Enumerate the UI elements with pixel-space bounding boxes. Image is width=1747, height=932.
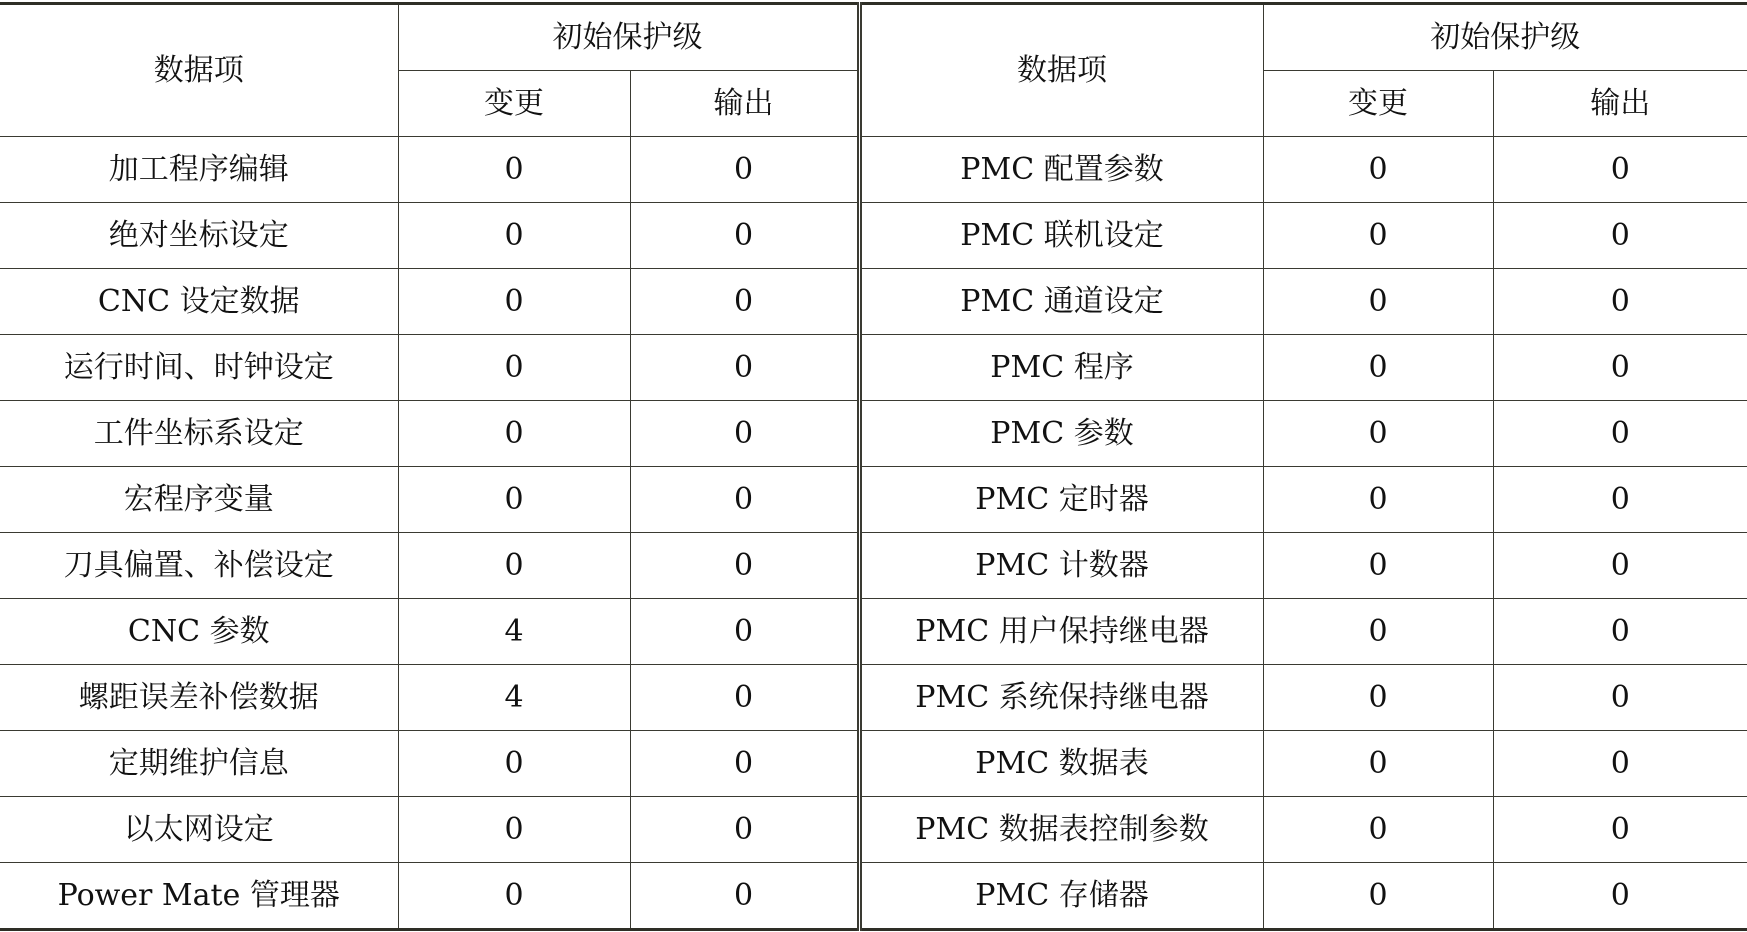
left-data-item-cell: 螺距误差补偿数据 <box>0 665 398 731</box>
right-data-item-cell: PMC 系统保持继电器 <box>859 665 1263 731</box>
left-initial-protection-header: 初始保护级 <box>398 4 859 71</box>
right-output-header: 输出 <box>1493 71 1747 137</box>
table-row <box>0 731 1747 797</box>
right-data-item-cell: PMC 存储器 <box>859 863 1263 930</box>
left-output-cell: 0 <box>630 665 859 731</box>
left-output-cell: 0 <box>630 335 859 401</box>
protection-level-table <box>0 2 1747 931</box>
left-change-cell: 0 <box>398 137 630 203</box>
left-change-cell: 4 <box>398 665 630 731</box>
left-output-cell: 0 <box>630 203 859 269</box>
table-row <box>0 203 1747 269</box>
left-change-cell: 0 <box>398 533 630 599</box>
left-change-cell: 0 <box>398 269 630 335</box>
left-change-cell: 0 <box>398 863 630 930</box>
right-change-cell: 0 <box>1263 533 1493 599</box>
right-change-cell: 0 <box>1263 863 1493 930</box>
left-data-item-cell: 定期维护信息 <box>0 731 398 797</box>
left-data-item-cell: 宏程序变量 <box>0 467 398 533</box>
right-output-cell: 0 <box>1493 269 1747 335</box>
left-change-cell: 0 <box>398 467 630 533</box>
left-data-item-cell: 工件坐标系设定 <box>0 401 398 467</box>
table-row <box>0 401 1747 467</box>
left-output-cell: 0 <box>630 467 859 533</box>
left-output-cell: 0 <box>630 863 859 930</box>
right-data-item-cell: PMC 数据表 <box>859 731 1263 797</box>
right-output-cell: 0 <box>1493 599 1747 665</box>
right-output-cell: 0 <box>1493 203 1747 269</box>
right-output-cell: 0 <box>1493 863 1747 930</box>
left-change-cell: 0 <box>398 731 630 797</box>
left-data-item-cell: CNC 设定数据 <box>0 269 398 335</box>
right-output-cell: 0 <box>1493 533 1747 599</box>
right-data-item-cell: PMC 联机设定 <box>859 203 1263 269</box>
left-data-item-cell: 刀具偏置、补偿设定 <box>0 533 398 599</box>
table-row <box>0 863 1747 930</box>
right-data-item-cell: PMC 定时器 <box>859 467 1263 533</box>
header-row-1 <box>0 4 1747 71</box>
right-output-cell: 0 <box>1493 335 1747 401</box>
left-change-cell: 0 <box>398 203 630 269</box>
right-change-header: 变更 <box>1263 71 1493 137</box>
right-data-item-cell: PMC 通道设定 <box>859 269 1263 335</box>
table-row <box>0 467 1747 533</box>
left-data-item-cell: 以太网设定 <box>0 797 398 863</box>
table-row <box>0 533 1747 599</box>
right-output-cell: 0 <box>1493 137 1747 203</box>
left-change-header: 变更 <box>398 71 630 137</box>
table-row <box>0 137 1747 203</box>
table-row <box>0 797 1747 863</box>
right-output-cell: 0 <box>1493 467 1747 533</box>
right-change-cell: 0 <box>1263 797 1493 863</box>
right-data-item-cell: PMC 计数器 <box>859 533 1263 599</box>
left-data-item-cell: 加工程序编辑 <box>0 137 398 203</box>
left-change-cell: 0 <box>398 401 630 467</box>
right-data-item-cell: PMC 数据表控制参数 <box>859 797 1263 863</box>
right-output-cell: 0 <box>1493 731 1747 797</box>
table-row <box>0 335 1747 401</box>
left-output-header: 输出 <box>630 71 859 137</box>
left-data-item-cell: 绝对坐标设定 <box>0 203 398 269</box>
left-output-cell: 0 <box>630 401 859 467</box>
right-change-cell: 0 <box>1263 599 1493 665</box>
right-change-cell: 0 <box>1263 467 1493 533</box>
right-data-item-cell: PMC 参数 <box>859 401 1263 467</box>
right-data-item-cell: PMC 配置参数 <box>859 137 1263 203</box>
right-change-cell: 0 <box>1263 335 1493 401</box>
left-data-item-cell: Power Mate 管理器 <box>0 863 398 930</box>
right-initial-protection-header: 初始保护级 <box>1263 4 1747 71</box>
right-change-cell: 0 <box>1263 401 1493 467</box>
left-output-cell: 0 <box>630 797 859 863</box>
right-change-cell: 0 <box>1263 731 1493 797</box>
right-change-cell: 0 <box>1263 203 1493 269</box>
right-data-item-header: 数据项 <box>859 4 1263 137</box>
left-change-cell: 0 <box>398 335 630 401</box>
right-data-item-cell: PMC 用户保持继电器 <box>859 599 1263 665</box>
right-output-cell: 0 <box>1493 665 1747 731</box>
right-change-cell: 0 <box>1263 665 1493 731</box>
left-data-item-header: 数据项 <box>0 4 398 137</box>
right-data-item-cell: PMC 程序 <box>859 335 1263 401</box>
table-row <box>0 599 1747 665</box>
left-output-cell: 0 <box>630 533 859 599</box>
left-data-item-cell: CNC 参数 <box>0 599 398 665</box>
left-output-cell: 0 <box>630 269 859 335</box>
right-output-cell: 0 <box>1493 401 1747 467</box>
left-data-item-cell: 运行时间、时钟设定 <box>0 335 398 401</box>
left-output-cell: 0 <box>630 137 859 203</box>
left-output-cell: 0 <box>630 731 859 797</box>
right-change-cell: 0 <box>1263 137 1493 203</box>
left-change-cell: 4 <box>398 599 630 665</box>
right-output-cell: 0 <box>1493 797 1747 863</box>
table-row <box>0 665 1747 731</box>
table-row <box>0 269 1747 335</box>
left-change-cell: 0 <box>398 797 630 863</box>
left-output-cell: 0 <box>630 599 859 665</box>
right-change-cell: 0 <box>1263 269 1493 335</box>
